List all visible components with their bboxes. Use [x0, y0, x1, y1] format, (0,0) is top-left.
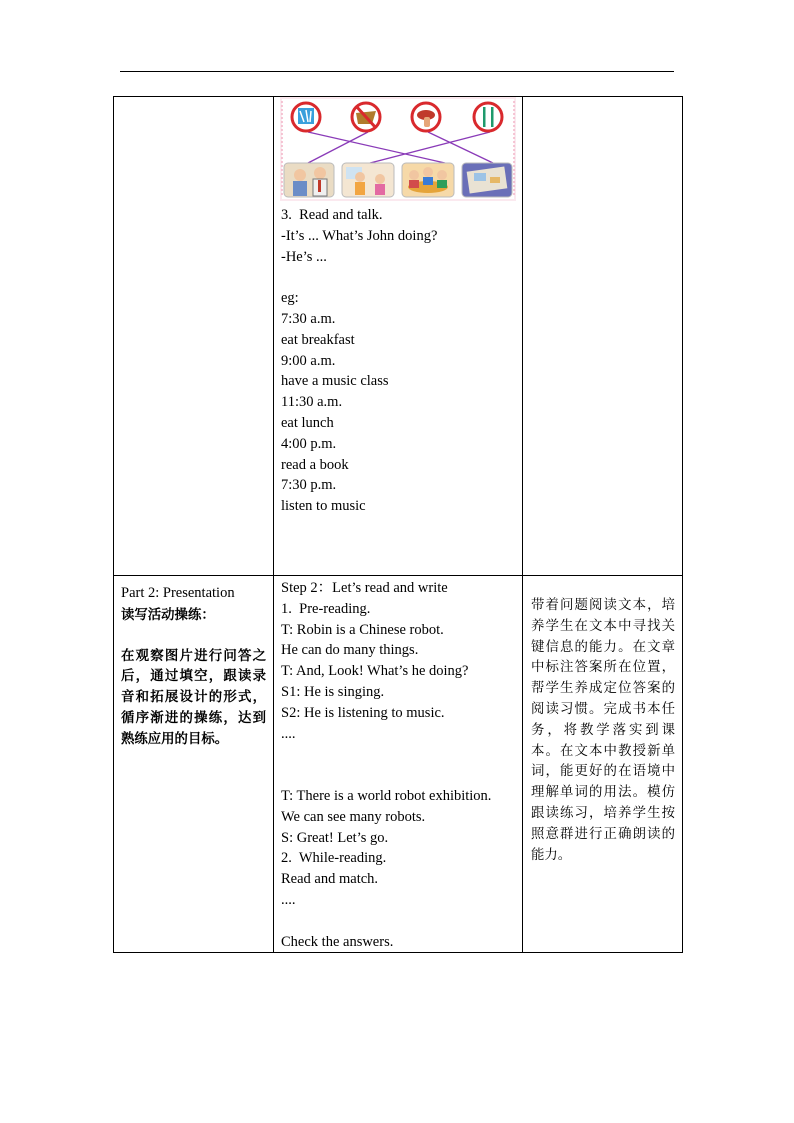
matching-exercise-figure — [280, 97, 516, 201]
desk-scene — [462, 163, 512, 197]
header-rule — [120, 71, 674, 72]
text-line: .... — [281, 891, 296, 908]
blank-line — [281, 267, 515, 288]
section-title: Part 2: Presentation — [121, 585, 235, 601]
text-line: eg: — [281, 290, 299, 307]
text-line: S: Great! Let’s go. — [281, 829, 389, 846]
no-talking-icon — [412, 103, 440, 131]
cutlery-icon — [474, 103, 502, 131]
text-line: have a music class — [281, 373, 389, 390]
text-line: eat lunch — [281, 414, 334, 431]
text-line: We can see many robots. — [281, 808, 426, 825]
blank-line — [281, 744, 515, 765]
text-line: 4:00 p.m. — [281, 435, 337, 452]
text-line: T: Robin is a Chinese robot. — [281, 621, 444, 638]
row1-right-cell — [523, 97, 683, 576]
text-line: eat breakfast — [281, 331, 355, 348]
step-heading: Step 2：Let’s read and write — [281, 580, 448, 596]
table-row — [114, 576, 683, 953]
text-line: 3. Read and talk. — [281, 207, 383, 223]
section-description: 在观察图片进行问答之后，通过填空，跟读录音和拓展设计的形式，循序渐进的操练，达到熟练应用的目标。 — [121, 648, 266, 747]
lesson-plan-table — [113, 96, 683, 953]
text-line: listen to music — [281, 498, 366, 515]
row2-left-cell — [114, 576, 274, 953]
text-line: T: And, Look! What’s he doing? — [281, 663, 469, 680]
drinking-icon — [292, 103, 320, 131]
text-line: read a book — [281, 456, 349, 473]
text-line: S2: He is listening to music. — [281, 704, 445, 721]
section-subtitle: 读写活动操练： — [121, 607, 215, 623]
blank-line — [281, 765, 515, 786]
text-line: 1. Pre-reading. — [281, 600, 371, 617]
text-line: 7:30 a.m. — [281, 310, 336, 327]
row1-middle-cell — [274, 97, 523, 576]
text-line: 2. While-reading. — [281, 850, 387, 867]
text-line: 11:30 a.m. — [281, 394, 343, 411]
text-line: 7:30 p.m. — [281, 477, 337, 494]
text-line: -It’s ... What’s John doing? — [281, 227, 438, 244]
row1-left-cell — [114, 97, 274, 576]
row2-middle-cell — [274, 576, 523, 953]
office-scene — [284, 163, 334, 197]
text-line: 9:00 a.m. — [281, 352, 336, 369]
text-line: Check the answers. — [281, 933, 394, 950]
dining-scene — [402, 163, 454, 197]
text-line: He can do many things. — [281, 642, 419, 659]
text-line: .... — [281, 725, 296, 742]
blank-line — [281, 911, 515, 932]
text-line: -He’s ... — [281, 248, 327, 265]
no-food-icon — [352, 103, 380, 131]
text-line: S1: He is singing. — [281, 683, 385, 700]
text-line: T: There is a world robot exhibition. — [281, 787, 492, 804]
row2-right-cell — [523, 576, 683, 953]
text-line: Read and match. — [281, 871, 379, 888]
teaching-intent-text: 带着问题阅读文本，培养学生在文本中寻找关键信息的能力。在文章中标注答案所在位置，帮学生养成定位答案的阅读习惯。完成书本任务，将教学落实到课本。在文本中教授新单词，能更好的在语境中理解单词的用法。模仿跟读练习，培养学生按照意群进行正确朗读的能力。 — [531, 598, 675, 863]
table-row — [114, 97, 683, 576]
room-scene — [342, 163, 394, 197]
